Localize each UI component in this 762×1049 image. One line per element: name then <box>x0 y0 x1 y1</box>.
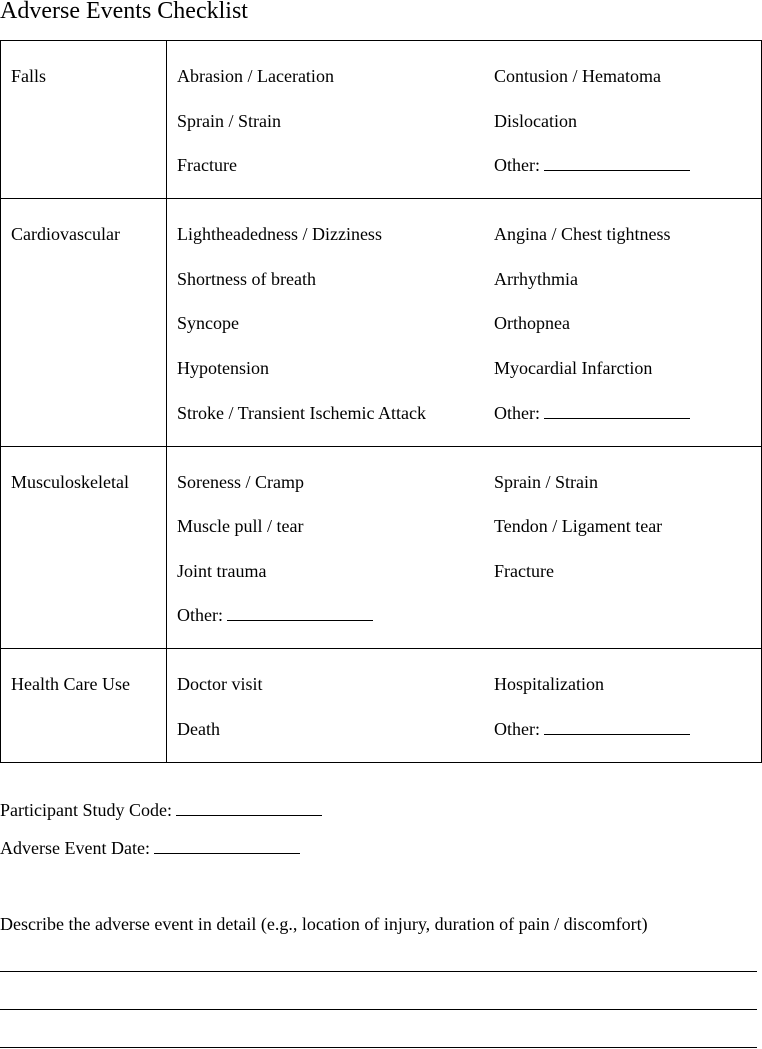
category-row-musculoskeletal <box>1 446 762 649</box>
other-label: Other: <box>177 605 223 626</box>
study-code-field <box>0 797 322 823</box>
event-date-input[interactable] <box>154 835 300 854</box>
event-item[interactable]: Soreness / Cramp <box>177 471 304 492</box>
event-item[interactable]: Contusion / Hematoma <box>494 66 661 86</box>
event-item[interactable]: Angina / Chest tightness <box>494 224 671 245</box>
category-cell <box>1 41 167 199</box>
category-row-health-care-use <box>1 649 762 763</box>
study-code-label: Participant Study Code: <box>0 800 172 820</box>
items-cell <box>167 41 762 199</box>
event-item[interactable]: Fracture <box>177 155 237 176</box>
event-item[interactable]: Sprain / Strain <box>494 471 598 492</box>
event-item[interactable]: Orthopnea <box>494 313 570 334</box>
event-item[interactable]: Muscle pull / tear <box>177 516 304 537</box>
category-row-cardiovascular <box>1 199 762 446</box>
event-item[interactable]: Lightheadedness / Dizziness <box>177 224 382 245</box>
other-blank-field[interactable] <box>544 152 690 171</box>
page-title: Adverse Events Checklist <box>0 0 248 24</box>
category-label: Musculoskeletal <box>11 471 129 492</box>
event-item[interactable]: Sprain / Strain <box>177 110 281 131</box>
study-code-input[interactable] <box>176 797 322 816</box>
event-item[interactable]: Syncope <box>177 313 239 334</box>
event-item[interactable]: Myocardial Infarction <box>494 357 653 378</box>
event-item[interactable]: Tendon / Ligament tear <box>494 516 663 537</box>
other-item <box>177 602 494 628</box>
other-item <box>494 716 761 742</box>
adverse-events-table <box>0 40 762 763</box>
category-cell <box>1 446 167 649</box>
description-line[interactable] <box>0 1047 757 1048</box>
event-item[interactable]: Hypotension <box>177 357 269 378</box>
category-cell <box>1 199 167 446</box>
event-item[interactable]: Abrasion / Laceration <box>177 66 334 86</box>
event-item[interactable]: Arrhythmia <box>494 268 578 289</box>
items-cell <box>167 446 762 649</box>
event-item[interactable]: Hospitalization <box>494 674 604 695</box>
other-blank-field[interactable] <box>544 400 690 419</box>
description-line[interactable] <box>0 971 757 972</box>
other-blank-field[interactable] <box>227 602 373 621</box>
category-label: Cardiovascular <box>11 224 120 245</box>
items-cell <box>167 199 762 446</box>
event-item[interactable]: Fracture <box>494 560 554 581</box>
other-label: Other: <box>494 402 540 423</box>
description-line[interactable] <box>0 1009 757 1010</box>
event-item[interactable]: Stroke / Transient Ischemic Attack <box>177 402 426 423</box>
other-item <box>494 400 761 426</box>
event-item[interactable]: Death <box>177 718 220 739</box>
event-item[interactable]: Shortness of breath <box>177 268 316 289</box>
event-date-label: Adverse Event Date: <box>0 838 150 858</box>
other-blank-field[interactable] <box>544 716 690 735</box>
category-label: Health Care Use <box>11 674 130 695</box>
category-row-falls <box>1 41 762 199</box>
event-item[interactable]: Doctor visit <box>177 674 263 695</box>
describe-label: Describe the adverse event in detail (e.g., location of injury, duration of pain / discomfort) <box>0 914 648 934</box>
other-label: Other: <box>494 718 540 739</box>
category-label: Falls <box>11 66 47 86</box>
event-date-field <box>0 835 300 861</box>
other-label: Other: <box>494 155 540 176</box>
event-item[interactable]: Joint trauma <box>177 560 267 581</box>
category-cell <box>1 649 167 763</box>
event-item[interactable]: Dislocation <box>494 110 577 131</box>
other-item <box>494 152 761 178</box>
items-cell <box>167 649 762 763</box>
